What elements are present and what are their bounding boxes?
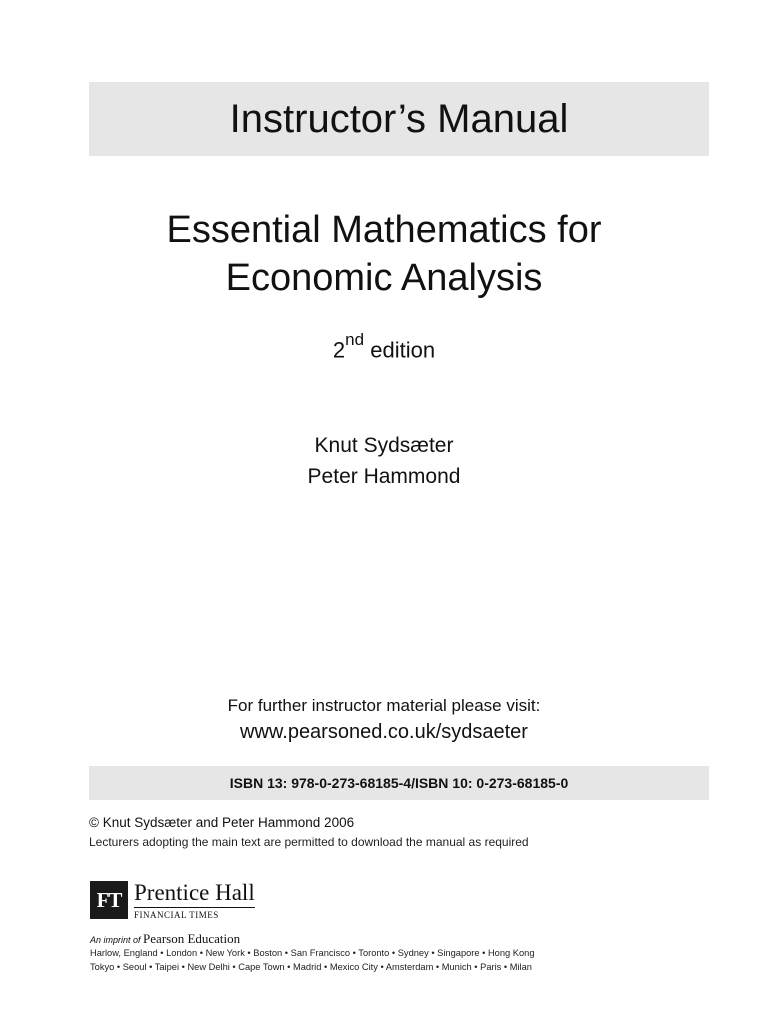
author-name: Peter Hammond bbox=[307, 465, 461, 488]
imprint-prefix: An imprint of bbox=[90, 935, 141, 945]
edition bbox=[0, 330, 768, 363]
cities-line: Tokyo • Seoul • Taipei • New Delhi • Cape Town • Madrid • Mexico City • Amsterdam • Munich • Paris • Milan bbox=[90, 962, 532, 972]
imprint-line bbox=[90, 931, 240, 947]
isbn-band bbox=[89, 766, 709, 800]
cities-line: Harlow, England • London • New York • Boston • San Francisco • Toronto • Sydney • Singapore • Hong Kong bbox=[90, 948, 535, 958]
edition-suffix: nd bbox=[345, 330, 365, 349]
header-band bbox=[89, 82, 709, 156]
book-title-line1: Essential Mathematics for bbox=[166, 209, 602, 251]
book-title bbox=[0, 206, 768, 302]
edition-word: edition bbox=[370, 337, 436, 363]
edition-number: 2 bbox=[332, 337, 346, 363]
resource-link[interactable]: www.pearsoned.co.uk/sydsaeter bbox=[240, 721, 528, 743]
book-title-line2: Economic Analysis bbox=[225, 257, 543, 299]
manual-title: Instructor’s Manual bbox=[229, 97, 569, 141]
publisher-subtitle: FINANCIAL TIMES bbox=[134, 909, 219, 920]
copyright-notice: © Knut Sydsæter and Peter Hammond 2006 bbox=[89, 815, 355, 830]
ft-logo-icon: FT bbox=[90, 881, 128, 919]
lecturers-note: Lecturers adopting the main text are permitted to download the manual as required bbox=[89, 835, 529, 849]
author-name: Knut Sydsæter bbox=[314, 434, 454, 457]
imprint-name: Pearson Education bbox=[143, 931, 241, 946]
publisher-logo bbox=[90, 880, 255, 920]
brand-block bbox=[134, 881, 255, 920]
visit-text: For further instructor material please visit: bbox=[227, 696, 541, 715]
publisher-name: Prentice Hall bbox=[134, 881, 255, 908]
authors bbox=[0, 430, 768, 492]
isbn-text: ISBN 13: 978-0-273-68185-4/ISBN 10: 0-273-68185-0 bbox=[229, 775, 569, 791]
